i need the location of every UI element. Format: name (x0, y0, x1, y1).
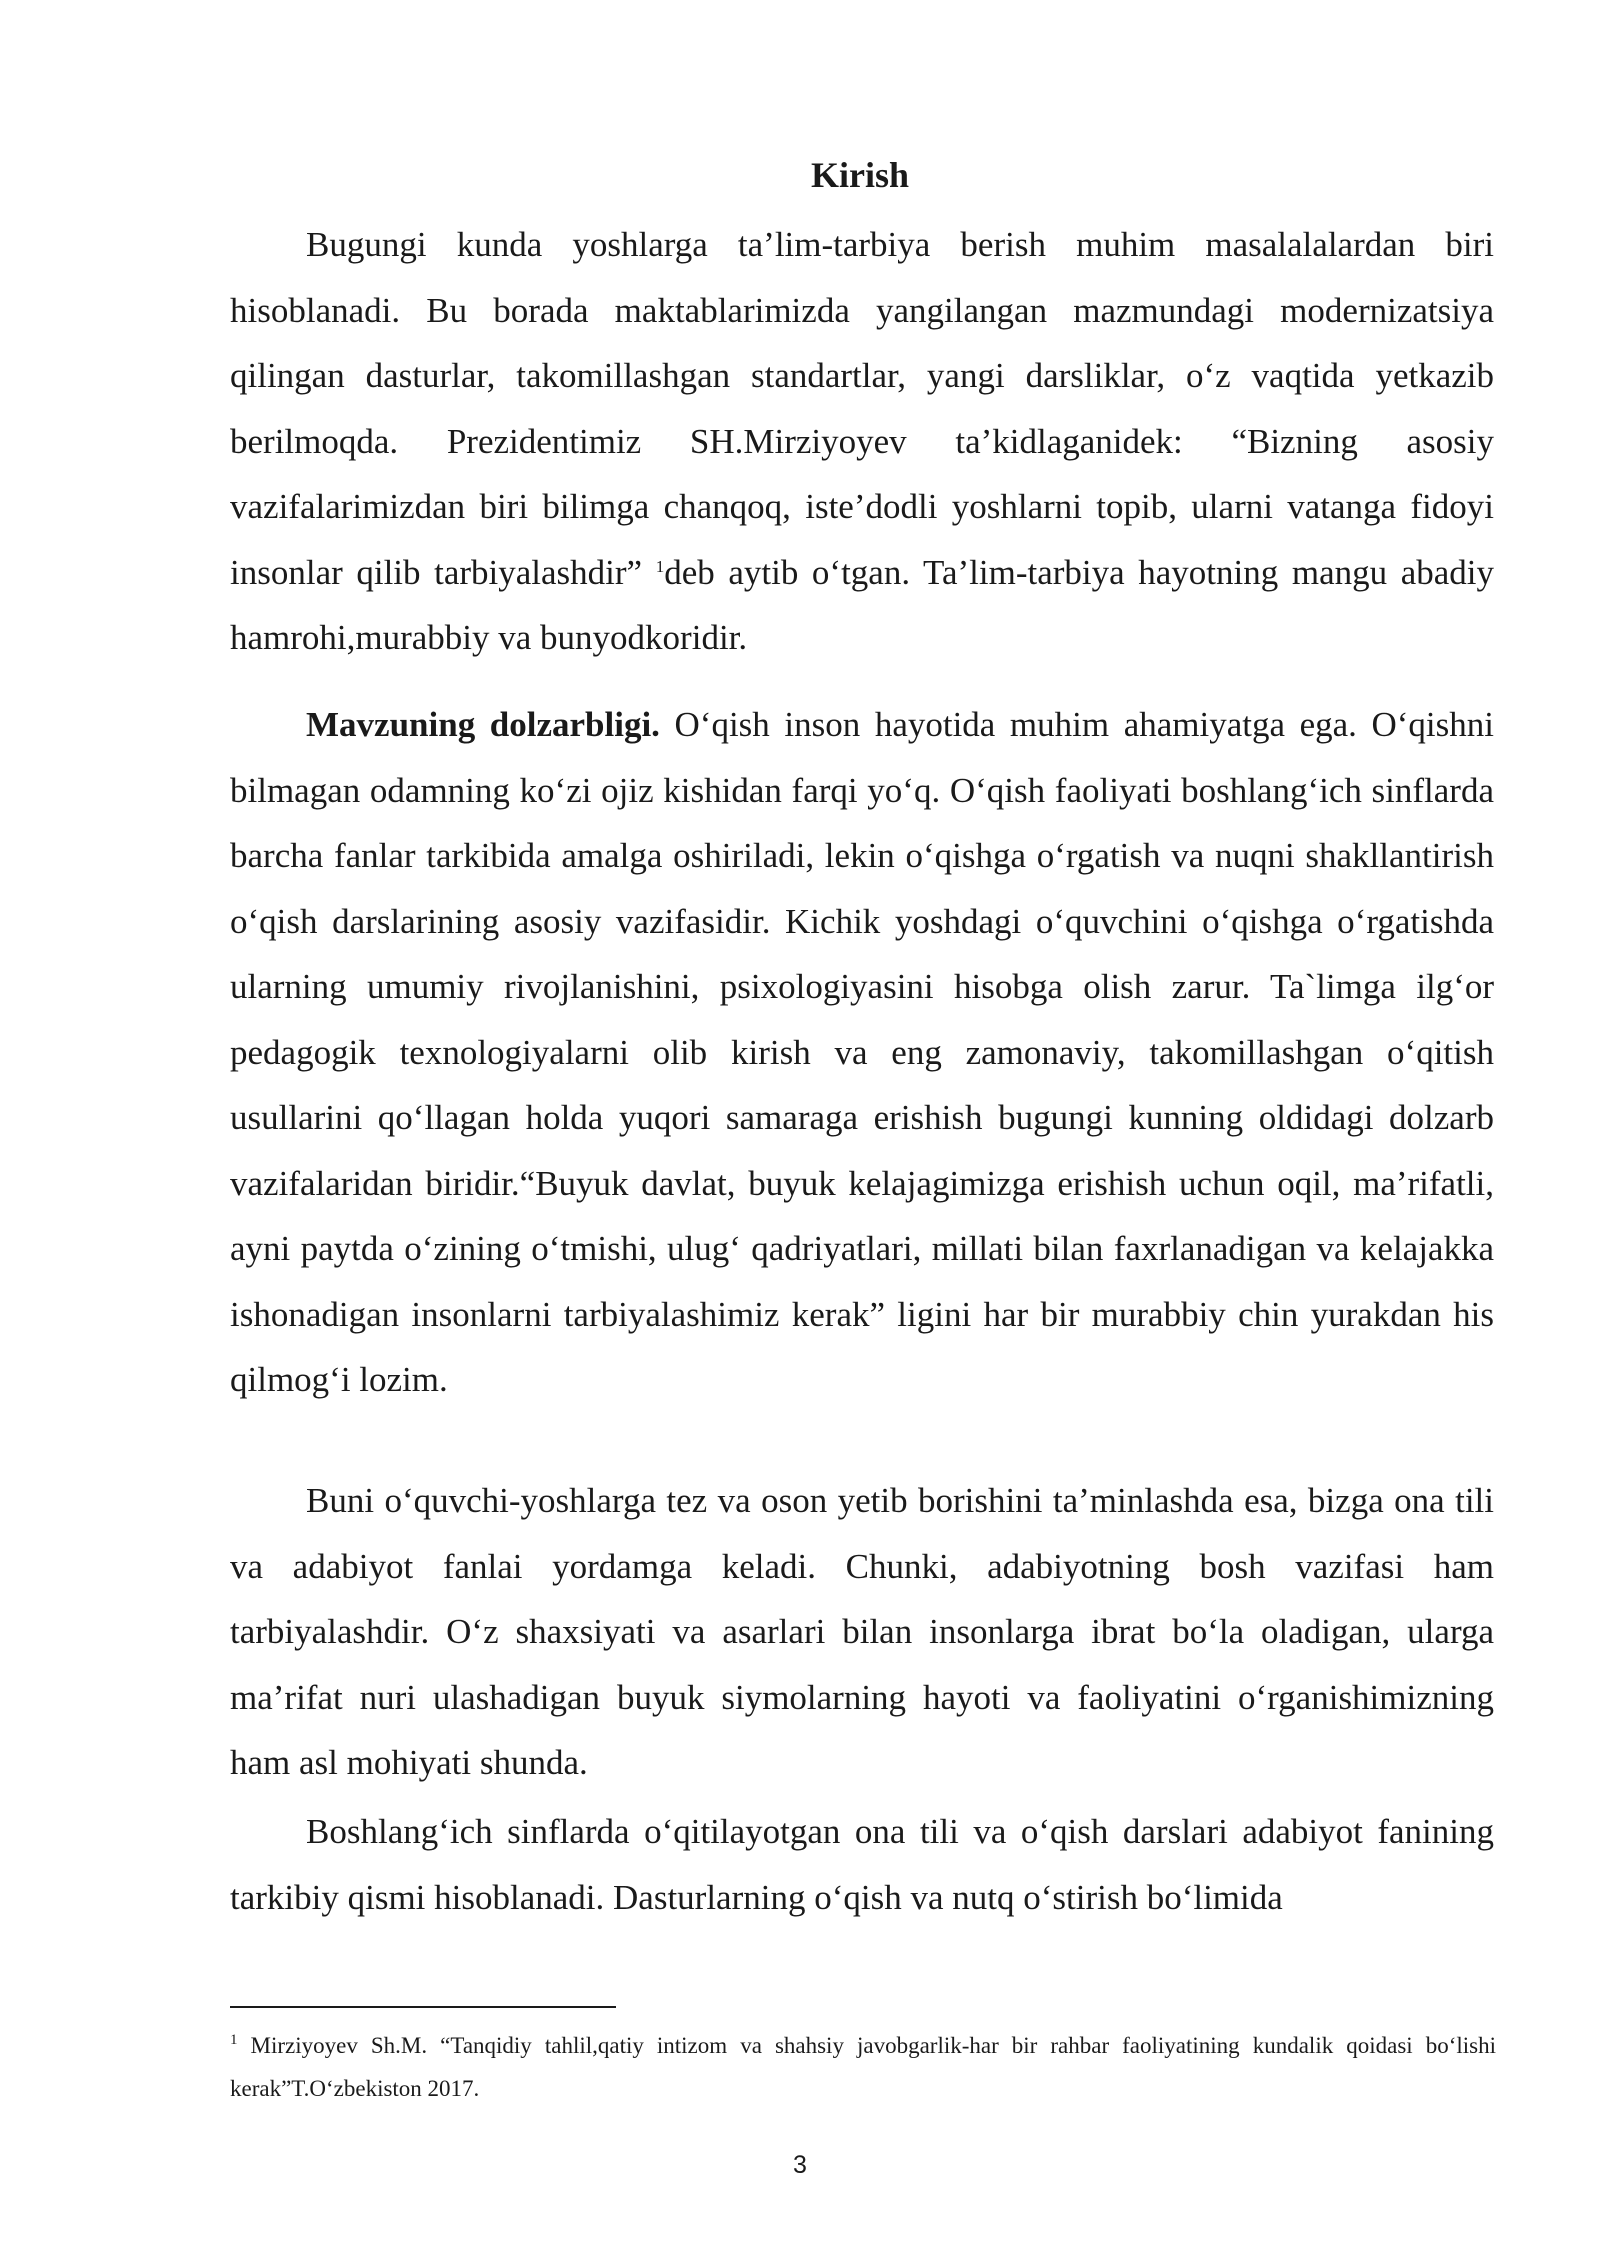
section-title: Kirish (810, 155, 909, 195)
footnote (230, 2024, 1496, 2110)
footnote-separator (230, 2006, 616, 2008)
footnote-reference[interactable]: 1 (655, 556, 665, 576)
paragraph-text: deb aytib o‘tgan. Ta’lim-tarbiya hayotning mangu abadiy hamrohi,murabbiy va bunyodkoridir. (230, 552, 1494, 657)
intro-paragraph (230, 212, 1494, 671)
body-paragraph: Buni o‘quvchi-yoshlarga tez va oson yetib borishini ta’minlashda esa, bizga ona tili va adabiyot fanlai yordamga keladi. Chunki, adabiyotning bosh vazifasi ham tarbiyalashdir. O‘z shaxsiyati va asarlari bilan insonlarga ibrat bo‘la oladigan, ularga ma’rifat nuri ulashadigan buyuk siymolarning hayoti va faoliyatini o‘rganishimizning ham asl mohiyati shunda. (230, 1481, 1494, 1782)
footnote-text: Mirziyoyev Sh.M. “Tanqidiy tahlil,qatiy intizom va shahsiy javobgarlik-har bir rahbar faoliyatining kundalik qoidasi bo‘lishi kerak”T.O‘zbekiston 2017. (230, 2033, 1496, 2101)
paragraph-text: O‘qish inson hayotida muhim ahamiyatga ega. O‘qishni bilmagan odamning ko‘zi ojiz kishidan farqi yo‘q. O‘qish faoliyati boshlang‘ich sinflarda barcha fanlar tarkibida amalga oshiriladi, lekin o‘qishga o‘rgatish va nuqni shakllantirish o‘qish darslarining asosiy vazifasidir. Kichik yoshdagi o‘quvchini o‘qishga o‘rgatishda ularning umumiy rivojlanishini, psixologiyasini hisobga olish zarur. Ta`limga ilg‘or pedagogik texnologiyalarni olib kirish va eng zamonaviy, takomillashgan o‘qitish usullarini qo‘llagan holda yuqori samaraga erishish bugungi kunning oldidagi dolzarb vazifalaridan biridir.“Buyuk davlat, buyuk kelajagimizga erishish uchun oqil, ma’rifatli, ayni paytda o‘zining o‘tmishi, ulug‘ qadriyatlari, millati bilan faxrlanadigan va kelajakka ishonadigan insonlarni tarbiyalashimiz kerak” ligini har bir murabbiy chin yurakdan his qilmog‘i lozim. (230, 705, 1494, 1399)
body-paragraph: Boshlang‘ich sinflarda o‘qitilayotgan ona tili va o‘qish darslari adabiyot fanining tarkibiy qismi hisoblanadi. Dasturlarning o‘qish va nutq o‘stirish bo‘limida (230, 1812, 1494, 1917)
footnote-number: 1 (230, 2032, 238, 2048)
page-number: 3 (793, 2151, 807, 2179)
relevance-paragraph (230, 692, 1494, 1413)
paragraph-lead-heading: Mavzuning dolzarbligi. (306, 705, 660, 744)
paragraph-text: Bugungi kunda yoshlarga ta’lim-tarbiya berish muhim masalalalardan biri hisoblanadi. Bu borada maktablarimizda yangilangan mazmundagi modernizatsiya qilingan dasturlar, takomillashgan standartlar, yangi darsliklar, o‘z vaqtida yetkazib berilmoqda. Prezidentimiz SH.Mirziyoyev ta’kidlaganidek: “Bizning asosiy vazifalarimizdan biri bilimga chanqoq, iste’dodli yoshlarni topib, ularni vatanga fidoyi insonlar qilib tarbiyalashdir” (230, 225, 1494, 592)
